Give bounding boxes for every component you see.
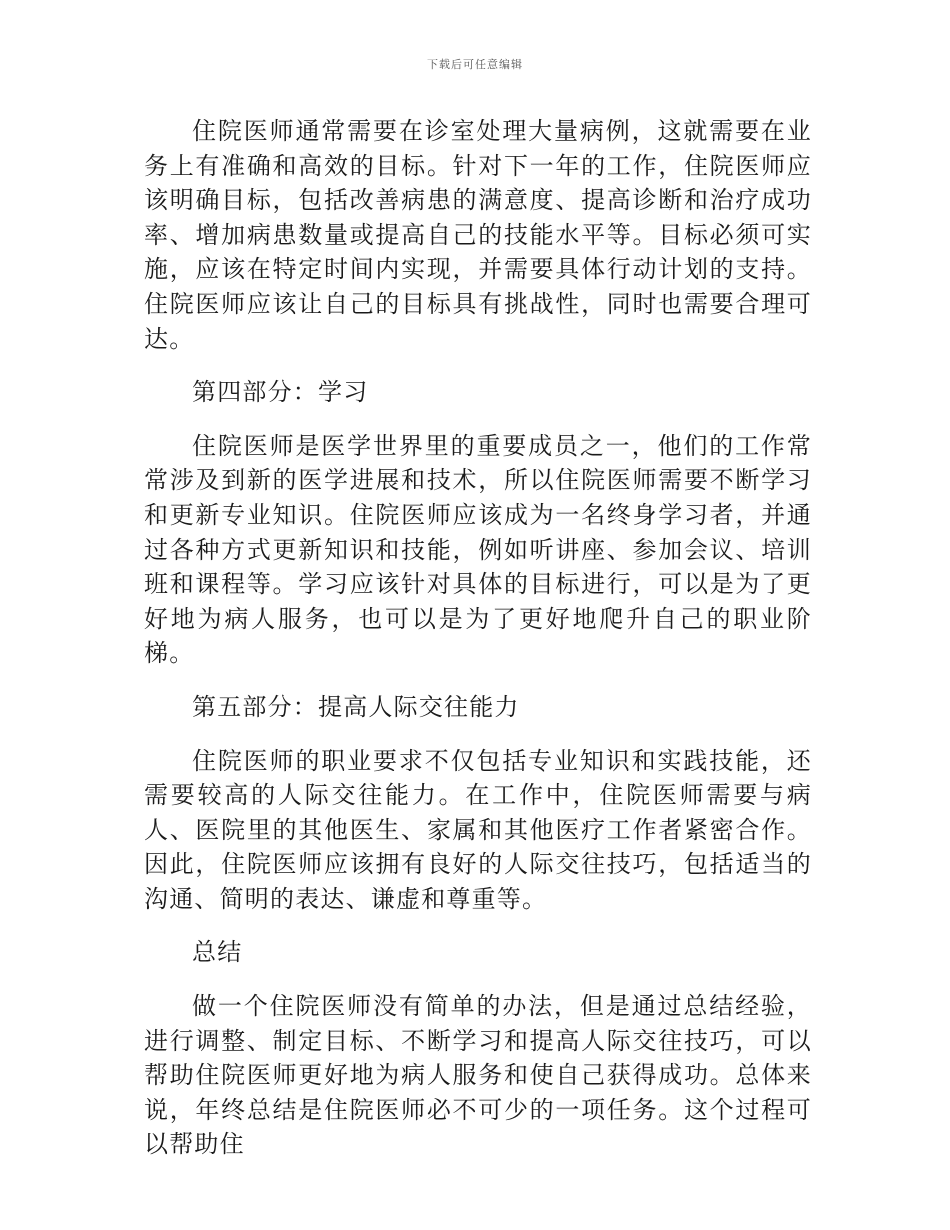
paragraph-interpersonal: 住院医师的职业要求不仅包括专业知识和实践技能，还需要较高的人际交往能力。在工作中，住院医师需要与病人、医院里的其他医生、家属和其他医疗工作者紧密合作。因此，住院医师应该拥有良好的人际交往技巧，包括适当的沟通、简明的表达、谦虚和尊重等。 [144,746,812,913]
document-body [144,114,812,1181]
page-header: 下载后可任意编辑 [427,58,523,71]
paragraph-learning: 住院医师是医学世界里的重要成员之一，他们的工作常常涉及到新的医学进展和技术，所以住院医师需要不断学习和更新专业知识。住院医师应该成为一名终身学习者，并通过各种方式更新知识和技能，例如听讲座、参加会议、培训班和课程等。学习应该针对具体的目标进行，可以是为了更好地为病人服务，也可以是为了更好地爬升自己的职业阶梯。 [144,431,812,668]
section-heading-interpersonal: 第五部分：提高人际交往能力 [192,692,520,721]
paragraph-summary: 做一个住院医师没有简单的办法，但是通过总结经验，进行调整、制定目标、不断学习和提高人际交往技巧，可以帮助住院医师更好地为病人服务和使自己获得成功。总体来说，年终总结是住院医师必不可少的一项任务。这个过程可以帮助住 [144,992,812,1159]
section-heading-learning: 第四部分：学习 [192,378,369,407]
section-heading-summary: 总结 [192,938,243,967]
paragraph-goals: 住院医师通常需要在诊室处理大量病例，这就需要在业务上有准确和高效的目标。针对下一年的工作，住院医师应该明确目标，包括改善病患的满意度、提高诊断和治疗成功率、增加病患数量或提高自己的技能水平等。目标必须可实施，应该在特定时间内实现，并需要具体行动计划的支持。住院医师应该让自己的目标具有挑战性，同时也需要合理可达。 [144,117,812,353]
